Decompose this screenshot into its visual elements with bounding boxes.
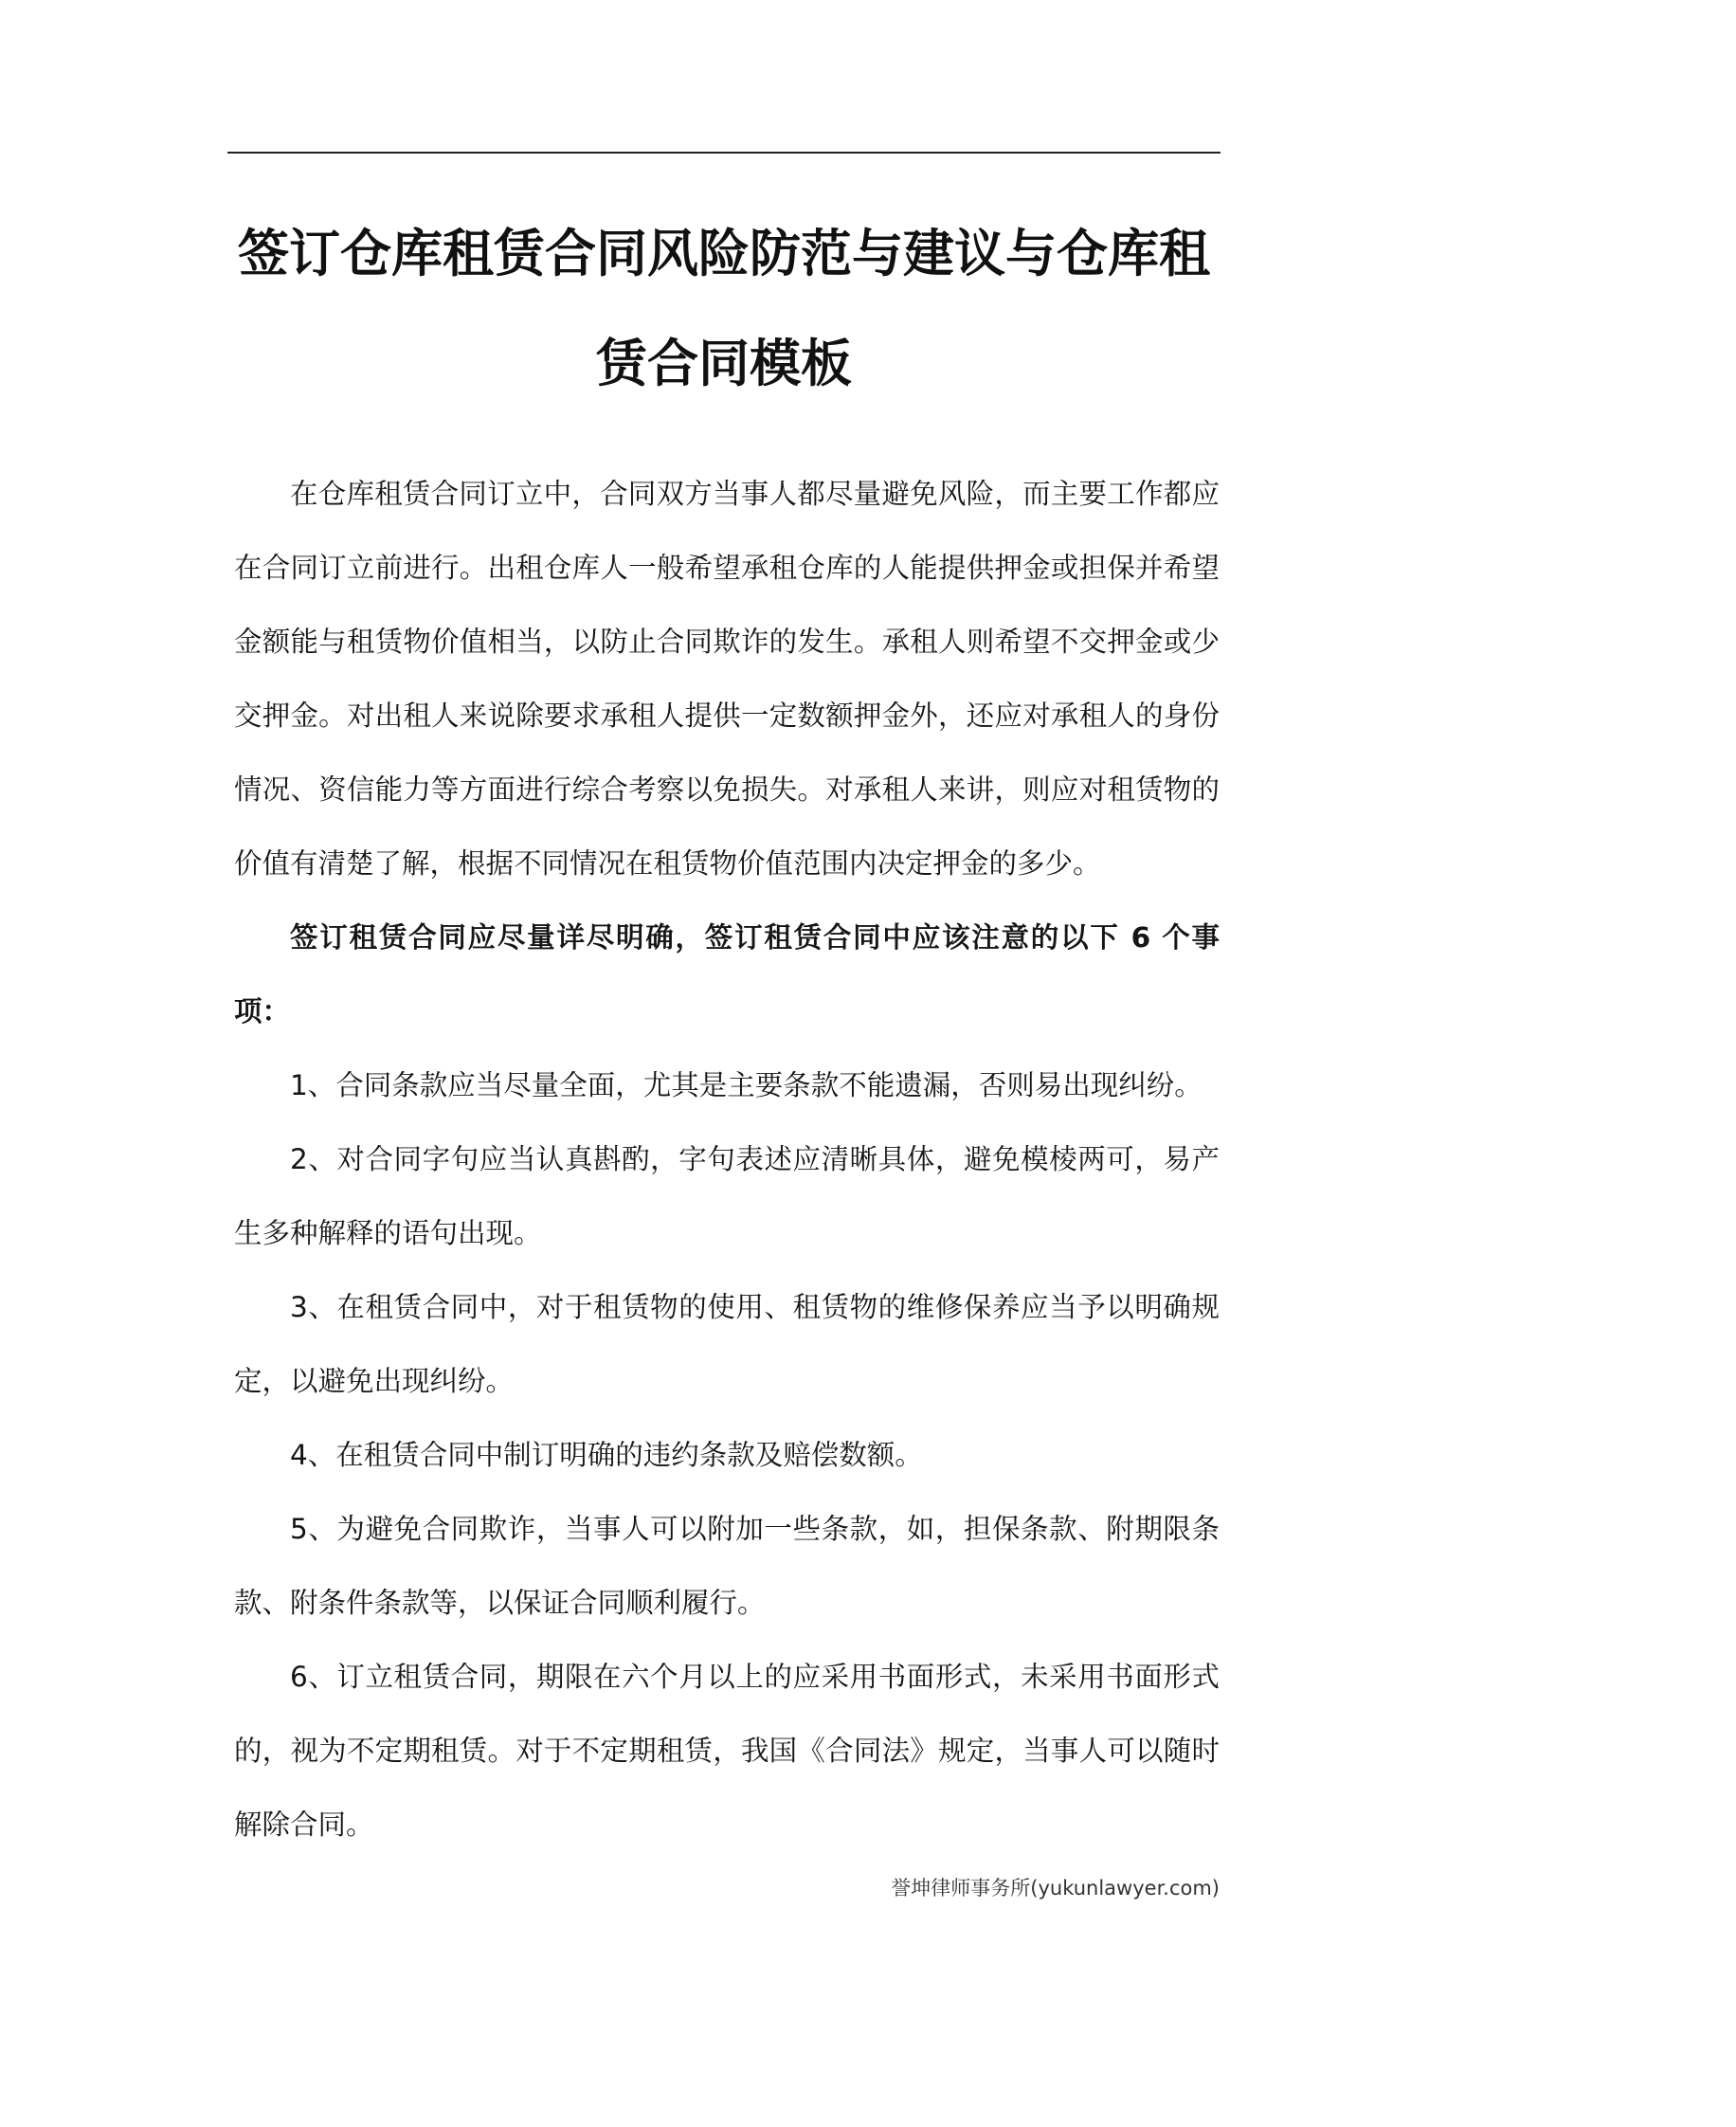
intro-paragraph: 在仓库租赁合同订立中，合同双方当事人都尽量避免风险，而主要工作都应在合同订立前进行。出租仓库人一般希望承租仓库的人能提供押金或担保并希望金额能与租赁物价值相当，以防止合同欺诈的发生。承租人则希望不交押金或少交押金。对出租人来说除要求承租人提供一定数额押金外，还应对承租人的身份情况、资信能力等方面进行综合考察以免损失。对承租人来讲，则应对租赁物的价值有清楚了解，根据不同情况在租赁物价值范围内决定押金的多少。: [234, 478, 1220, 880]
list-item-3: 3、在租赁合同中，对于租赁物的使用、租赁物的维修保养应当予以明确规定，以避免出现纠纷。: [234, 1291, 1220, 1397]
document-body: [234, 457, 1220, 1862]
list-item-6: 6、订立租赁合同，期限在六个月以上的应采用书面形式，未采用书面形式的，视为不定期租赁。对于不定期租赁，我国《合同法》规定，当事人可以随时解除合同。: [234, 1661, 1220, 1841]
section-heading: 签订租赁合同应尽量详尽明确，签订租赁合同中应该注意的以下 6 个事项：: [234, 921, 1220, 1027]
page-footer: [891, 1874, 1220, 1902]
header-rule: [227, 152, 1221, 154]
list-item-1: 1、合同条款应当尽量全面，尤其是主要条款不能遗漏，否则易出现纠纷。: [290, 1069, 1203, 1101]
footer-firm-name: 誉坤律师事务所: [891, 1877, 1031, 1900]
list-item-2: 2、对合同字句应当认真斟酌，字句表述应清晰具体，避免模棱两可，易产生多种解释的语句出现。: [234, 1143, 1220, 1249]
document-title: 签订仓库租赁合同风险防范与建议与仓库租赁合同模板: [238, 224, 1210, 393]
footer-website: (yukunlawyer.com): [1030, 1877, 1220, 1900]
list-item-5: 5、为避免合同欺诈，当事人可以附加一些条款，如，担保条款、附期限条款、附条件条款等，以保证合同顺利履行。: [234, 1513, 1220, 1619]
list-item-4: 4、在租赁合同中制订明确的违约条款及赔偿数额。: [290, 1439, 923, 1471]
